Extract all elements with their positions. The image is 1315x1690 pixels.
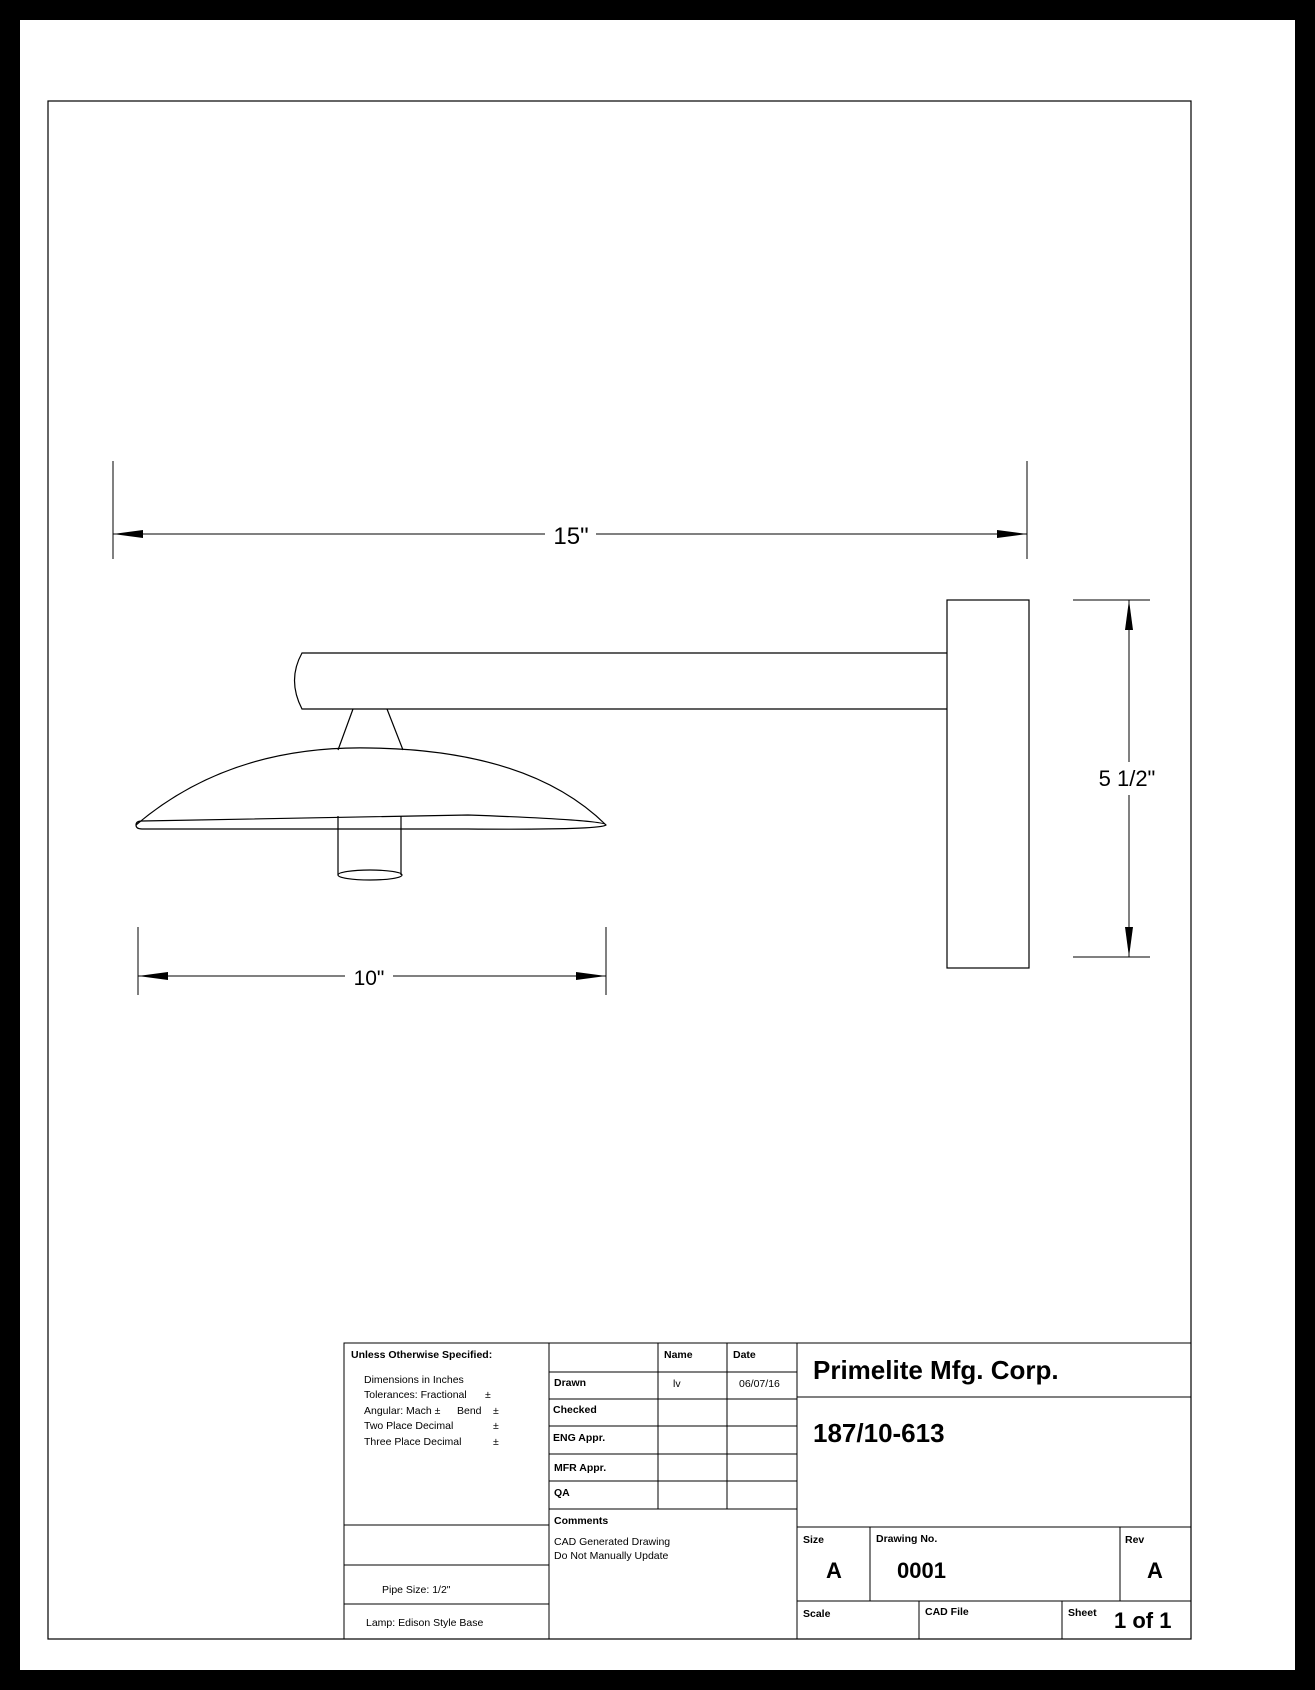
pipe-size-note: Pipe Size: 1/2" [382, 1584, 451, 1596]
dimension-label-height: 5 1/2" [1098, 766, 1156, 791]
spec-dimensions: Dimensions in Inches [364, 1374, 464, 1386]
spec-two-place-pm: ± [493, 1420, 499, 1432]
company-name: Primelite Mfg. Corp. [813, 1355, 1059, 1385]
dimension-label-shade-width: 10" [353, 967, 385, 990]
drawing-no-label: Drawing No. [876, 1533, 938, 1545]
size-label: Size [803, 1534, 825, 1546]
row-eng-appr: ENG Appr. [553, 1432, 606, 1444]
comment-line-2: Do Not Manually Update [554, 1550, 669, 1562]
spec-angular: Angular: Mach ± [364, 1405, 441, 1417]
header-name: Name [664, 1349, 693, 1361]
spec-three-place-pm: ± [493, 1436, 499, 1448]
drawn-date: 06/07/16 [739, 1378, 780, 1390]
scale-label: Scale [803, 1608, 831, 1620]
spec-tolerance-fractional-pm: ± [485, 1389, 491, 1401]
spec-two-place: Two Place Decimal [364, 1420, 454, 1432]
spec-tolerance-fractional: Tolerances: Fractional [364, 1389, 467, 1401]
spec-bend: Bend [457, 1405, 482, 1417]
lamp-note: Lamp: Edison Style Base [366, 1617, 484, 1629]
row-checked: Checked [553, 1404, 597, 1416]
dimension-label-overall-width: 15" [553, 523, 589, 550]
rev-label: Rev [1125, 1534, 1145, 1546]
comment-line-1: CAD Generated Drawing [554, 1536, 671, 1548]
spec-three-place: Three Place Decimal [364, 1436, 462, 1448]
spec-bend-pm: ± [493, 1405, 499, 1417]
spec-heading: Unless Otherwise Specified: [351, 1349, 493, 1361]
drawn-name: lv [673, 1378, 681, 1390]
row-qa: QA [554, 1487, 570, 1499]
sheet-value: 1 of 1 [1114, 1608, 1172, 1633]
part-number: 187/10-613 [813, 1418, 945, 1448]
size-value: A [826, 1558, 842, 1583]
comments-label: Comments [554, 1515, 609, 1527]
row-drawn: Drawn [554, 1377, 587, 1389]
sheet-label: Sheet [1068, 1607, 1097, 1619]
cad-file-label: CAD File [925, 1606, 969, 1618]
row-mfr-appr: MFR Appr. [554, 1462, 607, 1474]
rev-value: A [1147, 1558, 1163, 1583]
header-date: Date [733, 1349, 756, 1361]
drawing-no-value: 0001 [897, 1558, 946, 1583]
